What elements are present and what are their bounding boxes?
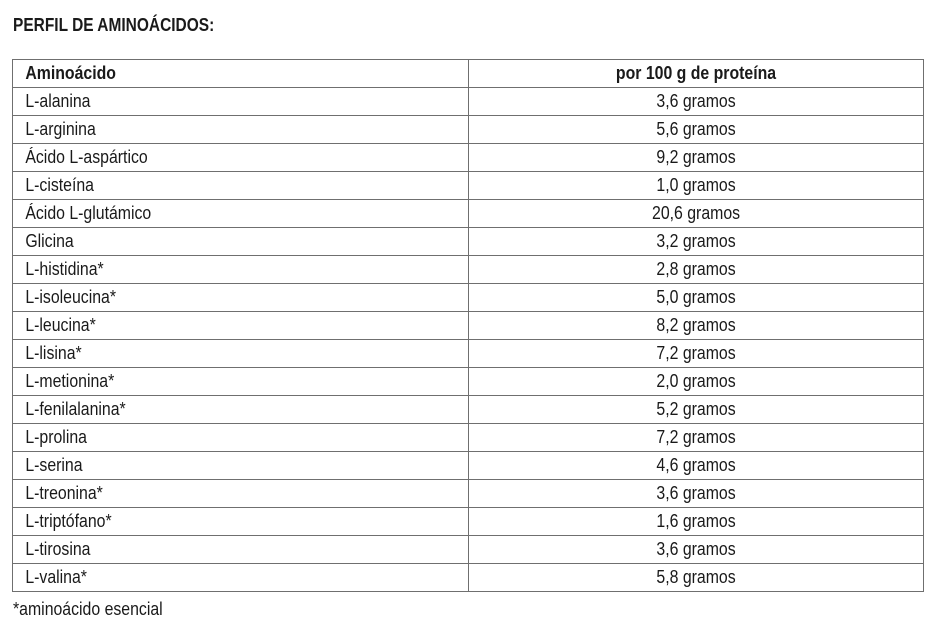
amino-acid-amount-cell: 7,2 gramos (469, 340, 924, 368)
amino-acid-name-cell: L-histidina* (13, 256, 469, 284)
table-row (13, 116, 924, 144)
amino-acid-name-cell: L-isoleucina* (13, 284, 469, 312)
amino-acid-name-cell: Glicina (13, 228, 469, 256)
table-row (13, 284, 924, 312)
amino-acid-amount-cell: 8,2 gramos (469, 312, 924, 340)
table-row (13, 368, 924, 396)
table-row (13, 452, 924, 480)
amino-acid-name-cell: L-leucina* (13, 312, 469, 340)
table-row (13, 200, 924, 228)
table-row (13, 228, 924, 256)
amino-acid-amount-cell: 5,6 gramos (469, 116, 924, 144)
amino-acid-name-cell: Ácido L-glutámico (13, 200, 469, 228)
table-row (13, 340, 924, 368)
amino-acid-name-cell: L-tirosina (13, 536, 469, 564)
amino-acid-table (12, 59, 924, 592)
amino-acid-name-cell: L-alanina (13, 88, 469, 116)
footnote: *aminoácido esencial (13, 599, 163, 619)
table-row (13, 508, 924, 536)
amino-acid-amount-cell: 2,0 gramos (469, 368, 924, 396)
table-row (13, 88, 924, 116)
amino-acid-amount-cell: 3,6 gramos (469, 480, 924, 508)
amino-acid-name-cell: L-arginina (13, 116, 469, 144)
amino-acid-amount-cell: 5,2 gramos (469, 396, 924, 424)
amino-acid-amount-cell: 3,6 gramos (469, 536, 924, 564)
table-body (13, 88, 924, 592)
table-row (13, 312, 924, 340)
column-header-amino-acid: Aminoácido (13, 60, 469, 88)
amino-acid-amount-cell: 1,6 gramos (469, 508, 924, 536)
amino-acid-name-cell: L-lisina* (13, 340, 469, 368)
amino-acid-name-cell: L-prolina (13, 424, 469, 452)
column-header-per-100g: por 100 g de proteína (469, 60, 924, 88)
page-title: PERFIL DE AMINOÁCIDOS: (13, 15, 215, 35)
amino-acid-name-cell: L-fenilalanina* (13, 396, 469, 424)
table-row (13, 396, 924, 424)
amino-acid-name-cell: L-serina (13, 452, 469, 480)
amino-acid-name-cell: Ácido L-aspártico (13, 144, 469, 172)
table-header-row (13, 60, 924, 88)
amino-acid-amount-cell: 4,6 gramos (469, 452, 924, 480)
amino-acid-amount-cell: 2,8 gramos (469, 256, 924, 284)
amino-acid-name-cell: L-triptófano* (13, 508, 469, 536)
amino-acid-amount-cell: 5,8 gramos (469, 564, 924, 592)
table-row (13, 424, 924, 452)
table-row (13, 480, 924, 508)
table-row (13, 256, 924, 284)
amino-acid-amount-cell: 5,0 gramos (469, 284, 924, 312)
amino-acid-amount-cell: 9,2 gramos (469, 144, 924, 172)
table-row (13, 144, 924, 172)
amino-acid-amount-cell: 20,6 gramos (469, 200, 924, 228)
table-row (13, 564, 924, 592)
amino-acid-name-cell: L-treonina* (13, 480, 469, 508)
amino-acid-amount-cell: 1,0 gramos (469, 172, 924, 200)
amino-acid-name-cell: L-valina* (13, 564, 469, 592)
table-row (13, 536, 924, 564)
amino-acid-amount-cell: 3,6 gramos (469, 88, 924, 116)
amino-acid-name-cell: L-metionina* (13, 368, 469, 396)
amino-acid-amount-cell: 3,2 gramos (469, 228, 924, 256)
amino-acid-amount-cell: 7,2 gramos (469, 424, 924, 452)
table-row (13, 172, 924, 200)
amino-acid-name-cell: L-cisteína (13, 172, 469, 200)
